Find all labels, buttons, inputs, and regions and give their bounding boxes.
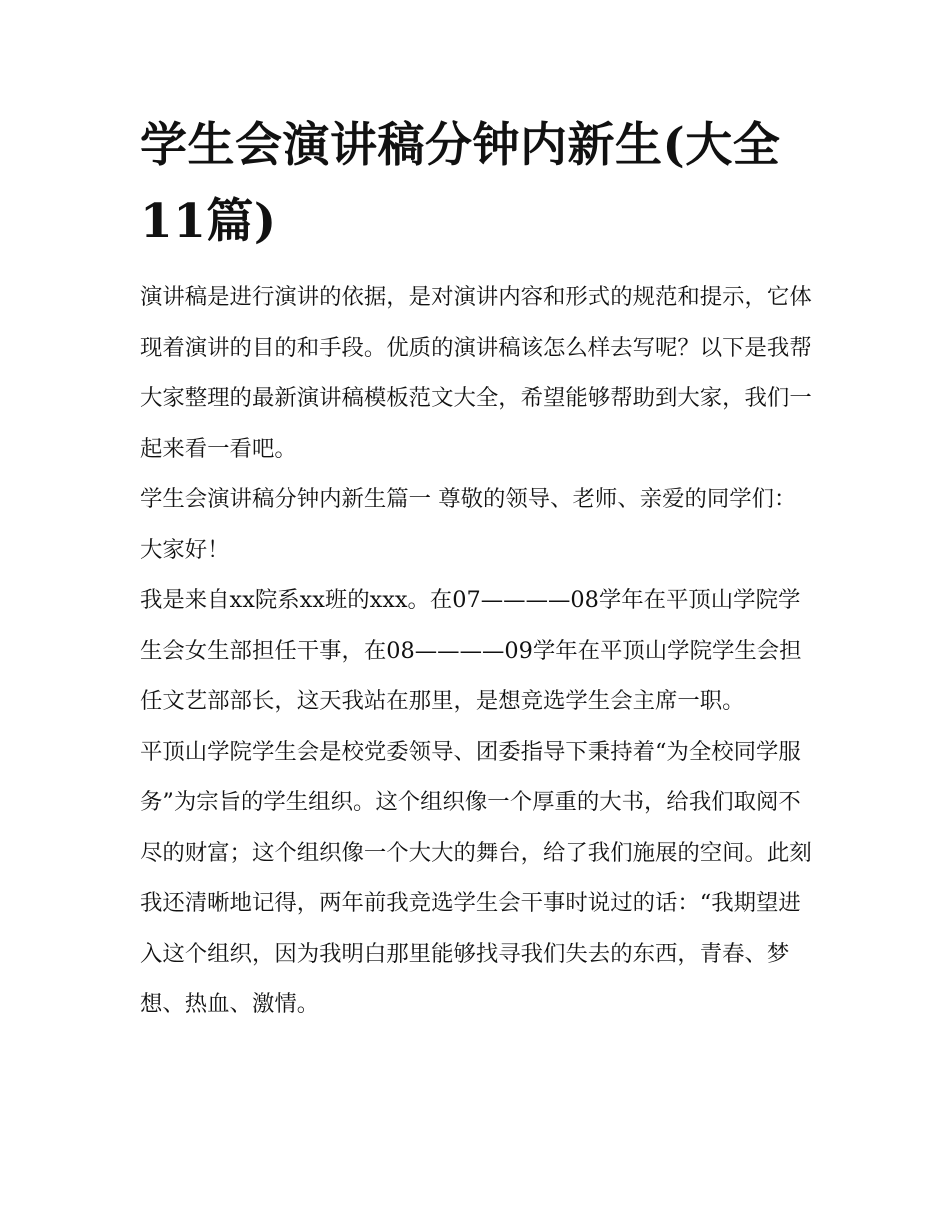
document-body bbox=[140, 272, 812, 1030]
paragraph-greeting: 学生会演讲稿分钟内新生篇一 尊敬的领导、老师、亲爱的同学们： 大家好！ bbox=[140, 486, 797, 563]
paragraph-self-introduction: 我是来自xx院系xx班的xxx。在07————08学年在平顶山学院学生会女生部担任干事，在08————09学年在平顶山学院学生会担任文艺部部长，这天我站在那里，是想竞选学生会主席一职。 bbox=[140, 587, 802, 714]
paragraph-intro: 演讲稿是进行演讲的依据，是对演讲内容和形式的规范和提示，它体现着演讲的目的和手段。优质的演讲稿该怎么样去写呢？以下是我帮大家整理的最新演讲稿模板范文大全，希望能够帮助到大家，我们一起来看一看吧。 bbox=[140, 284, 812, 462]
paragraph-student-union: 平顶山学院学生会是校党委领导、团委指导下秉持着“为全校同学服务”为宗旨的学生组织。这个组织像一个厚重的大书，给我们取阅不尽的财富；这个组织像一个大大的舞台，给了我们施展的空间。此刻我还清晰地记得，两年前我竞选学生会干事时说过的话：“我期望进入这个组织，因为我明白那里能够找寻我们失去的东西，青春、梦想、热血、激情。 bbox=[140, 738, 812, 1017]
document-title: 学生会演讲稿分钟内新生(大全11篇) bbox=[140, 118, 781, 249]
document-page bbox=[140, 108, 812, 1030]
